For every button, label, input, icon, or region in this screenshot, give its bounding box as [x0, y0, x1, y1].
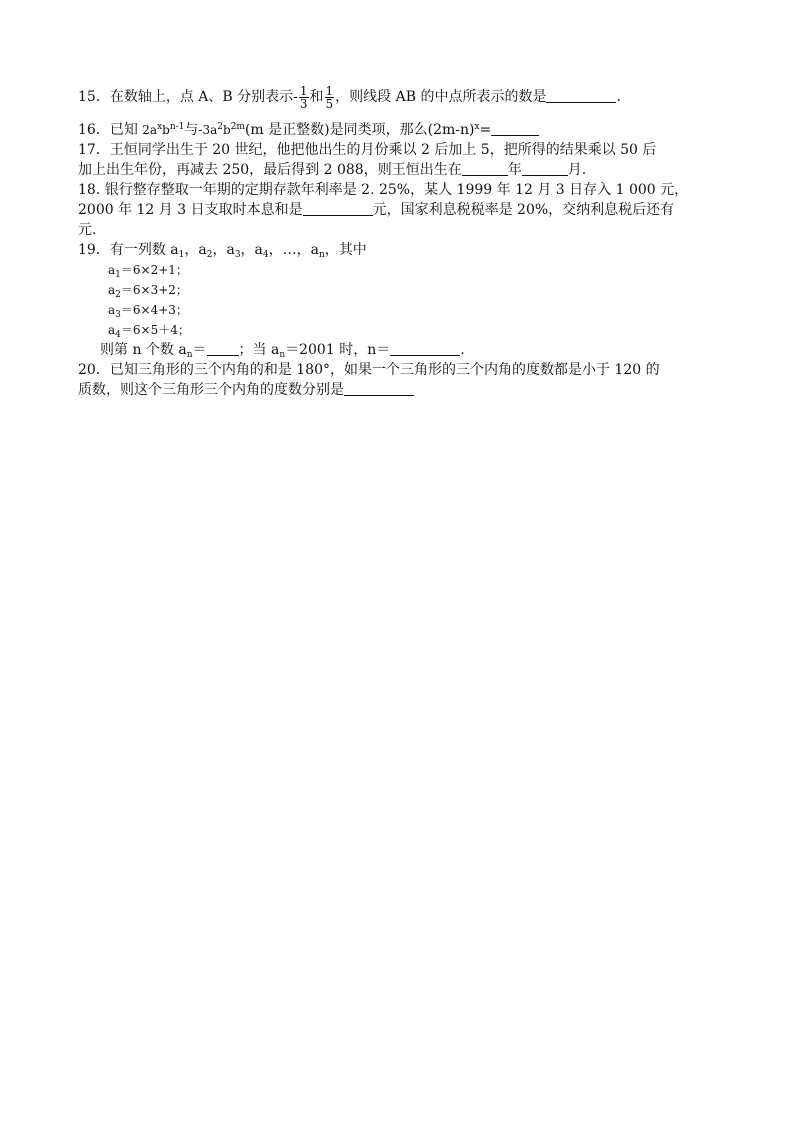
q15-and: 和 [309, 89, 324, 105]
question-18-line-3: 元. [78, 222, 97, 238]
question-16: 16．已知 $2a^xb^{n-1}$与$-3a^2b^{2m}(m$ 是正整数)是同类项，那么$(2m-n)^x=$ [78, 120, 728, 140]
sequence-row-2: $a_2=6\times 3+2$； [108, 283, 188, 300]
answer-blank-17-year[interactable] [462, 162, 508, 176]
answer-blank-16[interactable] [491, 122, 539, 136]
question-20-line-2: 质数，则这个三角形三个内角的度数分别是 [78, 380, 728, 400]
q15-text-2: ，则线段 AB 的中点所表示的数是 [335, 89, 547, 105]
question-18-line-1: 18. 银行整存整取一年期的定期存款年利率是 2. 25%，某人 1999 年 12 月 3 日存入 1 000 元， [78, 182, 689, 198]
answer-blank-19-n[interactable] [390, 342, 460, 356]
q15-number: 15． [78, 89, 110, 105]
answer-blank-15[interactable] [546, 89, 616, 103]
fraction-one-third: $\frac{1}{3}$ [299, 83, 308, 111]
question-19-intro: 19．有一列数 $a_1$，$a_2$，$a_3$，$a_4$，…，$a_n$，其中 [78, 242, 367, 260]
fraction-one-fifth: $\frac{1}{5}$ [325, 83, 334, 111]
worksheet [78, 82, 728, 400]
sequence-row-1: $a_1=6\times 2+1$； [108, 263, 188, 280]
answer-blank-20[interactable] [344, 382, 414, 396]
sequence-row-3: $a_3=6\times 4+3$； [108, 303, 188, 320]
question-17-line-2: 加上出生年份，再减去 250，最后得到 2 088，则王恒出生在 年 月. [78, 162, 587, 178]
answer-blank-19-an[interactable] [207, 342, 239, 356]
question-20-line-1: 20．已知三角形的三个内角的和是 180°，如果一个三角形的三个内角的度数都是小于 120 的 [78, 362, 660, 378]
question-18-line-2: 2000 年 12 月 3 日支取时本息和是 元，国家利息税税率是 20%，交纳利息税后还有 [78, 202, 675, 218]
question-17-line-1: 17．王恒同学出生于 20 世纪，他把他出生的月份乘以 2 后加上 5，把所得的结果乘以 50 后 [78, 142, 657, 158]
q15-text-1: 在数轴上，点 A、B 分别表示 [109, 89, 294, 105]
answer-blank-17-month[interactable] [522, 162, 568, 176]
q15-minus: - [293, 89, 298, 105]
answer-blank-18-total[interactable] [303, 202, 373, 216]
sequence-row-4: $a_4=6\times 5+4$； [108, 323, 190, 340]
question-15: 15．在数轴上，点 A、B 分别表示- $\frac{1}{3}$ 和 $\frac{1}{5}$ ，则线段 AB 的中点所表示的数是 . [78, 83, 621, 111]
question-19-ask: 则第 n 个数 $a_n=$ ；当 $a_n=2001$ 时，n＝ . [100, 342, 465, 360]
